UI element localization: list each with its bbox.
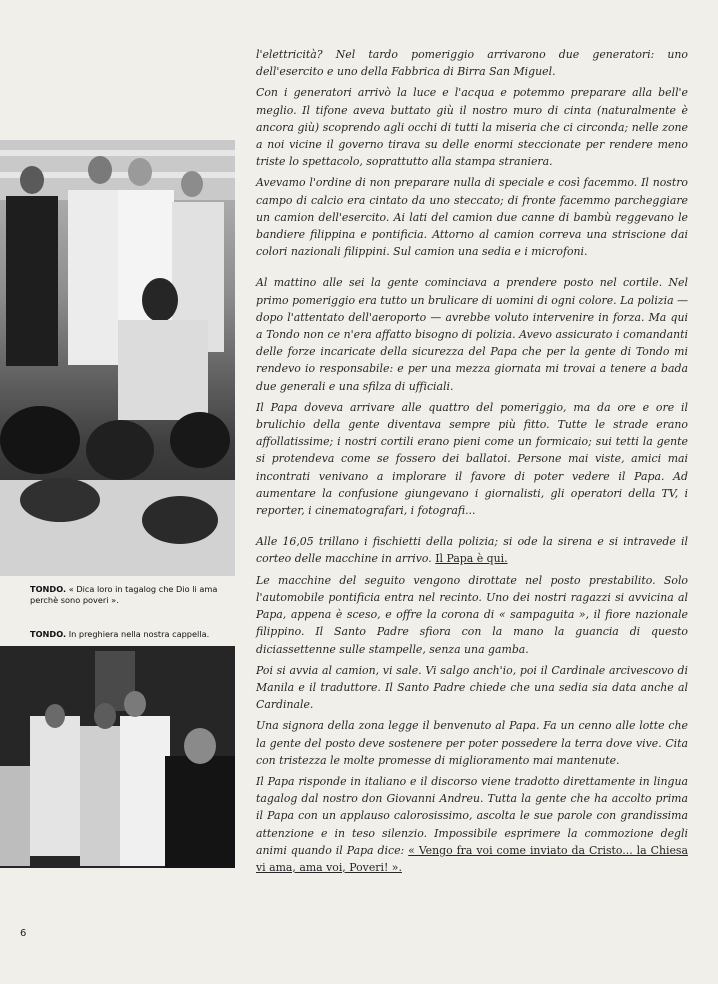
caption-top-label: TONDO. bbox=[30, 584, 67, 594]
paragraph-5: Il Papa doveva arrivare alle quattro del pomeriggio, ma da ore e ore il brulichio della gente diventava sempre più fitto. Tutte le strade erano affollatissime; i nostri cortili erano pieni come un formicaio; sui tetti la gente si protendeva come se fossero dei ballatoi. Persone mai viste, amici mai incontrati venivano a implorare il favore di poter vedere il Papa. Ad aumentare la confusione giungevano i giornalisti, gli operatori della TV, i reporter, i cinematografari, i fotografi... bbox=[256, 400, 688, 518]
paragraph-6-text: Alle 16,05 trillano i fischietti della polizia; si ode la sirena e si intravede il corteo delle macchine in arrivo. bbox=[256, 535, 688, 566]
papa-e-qui: Il Papa è qui. bbox=[435, 552, 508, 566]
paragraph-4: Al mattino alle sei la gente cominciava a prendere posto nel cortile. Nel primo pomeriggio era tutto un brulicare di uomini di ogni colore. La polizia — dopo l'attentato dell'aeroporto — avrebbe voluto intervenire in forza. Ma qui a Tondo non ce n'era affatto bisogno di polizia. Avevo assicurato i comandanti delle forze incaricate della sicurezza del Papa che per la gente di Tondo mi rendevo io responsabile: e per una mezza giornata mi trovai a tenere a bada due generali e una sfilza di ufficiali. bbox=[256, 276, 688, 393]
pope-quote: « Vengo fra voi come inviato da Cristo... la Chiesa vi ama, ama voi, Poveri! ». bbox=[256, 843, 688, 874]
paragraph-3: Avevamo l'ordine di non preparare nulla di speciale e così facemmo. Il nostro campo di calcio era cintato da uno steccato; di fronte facemmo parcheggiare un camion dell'esercito. Ai lati del camion due canne di bambù reggevano le bandiere filippina e pontificia. Attorno al camion correva una striscione dai colori nazionali filippini. Sul camion una sedia e i microfoni. bbox=[256, 176, 688, 259]
paragraph-10-text: Il Papa risponde in italiano e il discorso viene tradotto direttamente in lingua tagalog dal nostro don Giovanni Andreu. Tutta la gente che ha accolto prima il Papa con un applauso calorosissimo, ascolta le sue parole con grandissima attenzione e in teso silenzio. Impossibile esprimere la commozione degli animi quando il Papa dice: bbox=[256, 774, 688, 857]
paragraph-10 bbox=[256, 773, 688, 876]
caption-top bbox=[30, 584, 240, 606]
paragraph-7: Le macchine del seguito vengono dirottate nel posto prestabilito. Solo l'automobile pontificia entra nel recinto. Uno dei nostri ragazzi si avvicina al Papa, appena è sceso, e offre la corona di « sampaguita », il fiore nazionale filippino. Il Santo Padre sfiora con la mano la guancia di questo diciassettenne sulle stampelle, senza una gamba. bbox=[256, 573, 688, 656]
paragraph-2: Con i generatori arrivò la luce e l'acqua e potemmo preparare alla bell'e meglio. Il tifone aveva buttato giù il nostro muro di cinta (naturalmente è ancora giù) scoprendo agli occhi di tutti la miseria che ci circonda; nelle zone a noi vicine il governo tirava su delle enormi steccionate per rendere meno triste lo spettacolo, soprattutto alla stampa straniera. bbox=[256, 86, 688, 169]
page-number: 6 bbox=[20, 928, 27, 939]
photo-pope-visit bbox=[0, 140, 235, 576]
paragraph-1: l'elettricità? Nel tardo pomeriggio arrivarono due generatori: uno dell'esercito e uno della Fabbrica di Birra San Miguel. bbox=[256, 48, 688, 79]
caption-bottom-label: TONDO. bbox=[30, 629, 67, 639]
caption-bottom bbox=[30, 629, 240, 640]
paragraph-8: Poi si avvia al camion, vi sale. Vi salgo anch'io, poi il Cardinale arcivescovo di Manila e il traduttore. Il Santo Padre chiede che una sedia sia data anche al Cardinale. bbox=[256, 663, 688, 712]
caption-bottom-text: In preghiera nella nostra cappella. bbox=[68, 629, 210, 639]
article-column bbox=[256, 46, 688, 880]
paragraph-6 bbox=[256, 533, 688, 567]
photo-chapel-prayer bbox=[0, 646, 235, 868]
caption-top-text: « Dica loro in tagalog che Dio li ama perchè sono poveri ». bbox=[30, 584, 218, 605]
paragraph-9: Una signora della zona legge il benvenuto al Papa. Fa un cenno alle lotte che la gente del posto deve sostenere per poter possedere la terra dove vive. Cita con tristezza le molte promesse di miglioramento mai mantenute. bbox=[256, 719, 688, 767]
